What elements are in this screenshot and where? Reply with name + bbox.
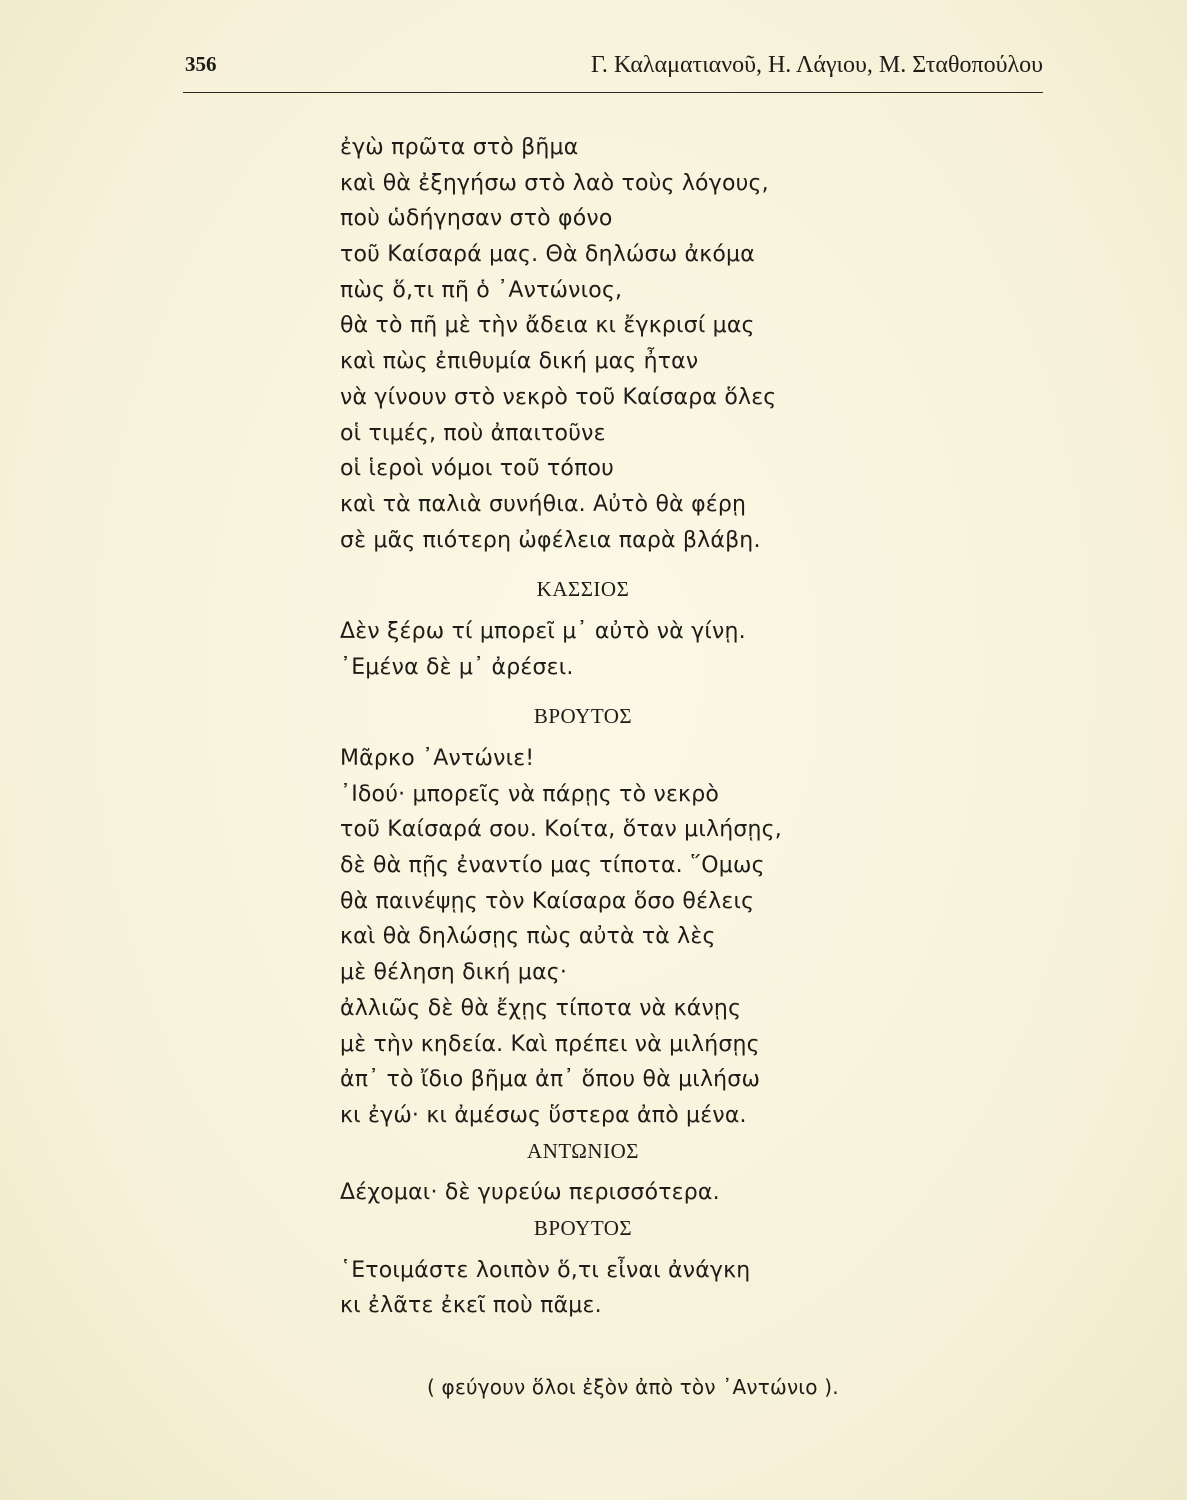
verse-line: κι ἐλᾶτε ἐκεῖ ποὺ πᾶμε.	[340, 1293, 602, 1319]
verse-line: ᾿Ιδού· μπορεῖς νὰ πάρῃς τὸ νεκρὸ	[340, 781, 720, 807]
page-header	[185, 52, 1043, 88]
verse-line: μὲ τὴν κηδεία. Καὶ πρέπει νὰ μιλήσῃς	[340, 1031, 760, 1057]
speaker-name-brutus: ΒΡΟΥΤΟΣ	[533, 1215, 633, 1240]
verse-line: νὰ γίνουν στὸ νεκρὸ τοῦ Καίσαρα ὅλες	[340, 384, 777, 410]
verse-line: μὲ θέληση δική μας·	[340, 960, 568, 986]
speaker-name-brutus: ΒΡΟΥΤΟΣ	[533, 704, 633, 729]
verse-line: οἱ τιμές, ποὺ ἀπαιτοῦνε	[340, 420, 606, 446]
verse-line: τοῦ Καίσαρά μας. Θὰ δηλώσω ἀκόμα	[340, 242, 755, 268]
verse-line: ᾿Εμένα δὲ μ᾿ ἀρέσει.	[340, 654, 574, 680]
page-number: 356	[185, 52, 217, 76]
speaker-name-cassius: ΚΑΣΣΙΟΣ	[536, 577, 630, 602]
verse-line: οἱ ἱεροὶ νόμοι τοῦ τόπου	[340, 456, 615, 482]
verse-line: Δὲν ξέρω τί μπορεῖ μ᾿ αὐτὸ νὰ γίνῃ.	[340, 618, 746, 644]
verse-line: Μᾶρκο ᾿Αντώνιε!	[340, 746, 535, 771]
speaker-name-antonius: ΑΝΤΩΝΙΟΣ	[527, 1138, 639, 1163]
verse-line: κι ἐγώ· κι ἀμέσως ὕστερα ἀπὸ μένα.	[340, 1102, 747, 1128]
verse-line: ἀπ᾿ τὸ ἴδιο βῆμα ἀπ᾿ ὅπου θὰ μιλήσω	[340, 1067, 761, 1093]
stage-direction: ( φεύγουν ὅλοι ἐξὸν ἀπὸ τὸν ᾿Αντώνιο ).	[427, 1375, 839, 1399]
verse-line: τοῦ Καίσαρά σου. Κοίτα, ὅταν μιλήσῃς,	[340, 817, 782, 843]
verse-line: ἐγὼ πρῶτα στὸ βῆμα	[340, 135, 579, 160]
verse-line: καὶ θὰ ἐξηγήσω στὸ λαὸ τοὺς λόγους,	[340, 170, 769, 196]
verse-line: σὲ μᾶς πιότερη ὠφέλεια παρὰ βλάβη.	[340, 527, 761, 553]
verse-line: καὶ θὰ δηλώσῃς πὼς αὐτὰ τὰ λὲς	[340, 924, 716, 950]
play-text	[340, 130, 980, 1324]
verse-line: ποὺ ὡδήγησαν στὸ φόνο	[340, 206, 613, 232]
verse-line: θὰ τὸ πῆ μὲ τὴν ἄδεια κι ἔγκρισί μας	[340, 313, 755, 339]
verse-line: θὰ παινέψῃς τὸν Καίσαρα ὅσο θέλεις	[340, 888, 755, 914]
verse-line: δὲ θὰ πῇς ἐναντίο μας τίποτα. ῞Ομως	[340, 853, 765, 879]
running-head: Γ. Καλαματιανοῦ, Η. Λάγιου, Μ. Σταθοπούλου	[590, 52, 1043, 78]
verse-line: Δέχομαι· δὲ γυρεύω περισσότερα.	[340, 1180, 720, 1206]
verse-line: καὶ τὰ παλιὰ συνήθια. Αὐτὸ θὰ φέρῃ	[340, 491, 747, 517]
verse-line: καὶ πὼς ἐπιθυμία δική μας ἦταν	[340, 349, 699, 375]
header-rule	[183, 92, 1043, 93]
verse-line: πὼς ὅ,τι πῆ ὁ ᾿Αντώνιος,	[340, 277, 623, 303]
verse-line: ἀλλιῶς δὲ θὰ ἔχῃς τίποτα νὰ κάνῃς	[340, 995, 742, 1021]
verse-line: ῾Ετοιμάστε λοιπὸν ὅ,τι εἶναι ἀνάγκη	[340, 1257, 751, 1283]
